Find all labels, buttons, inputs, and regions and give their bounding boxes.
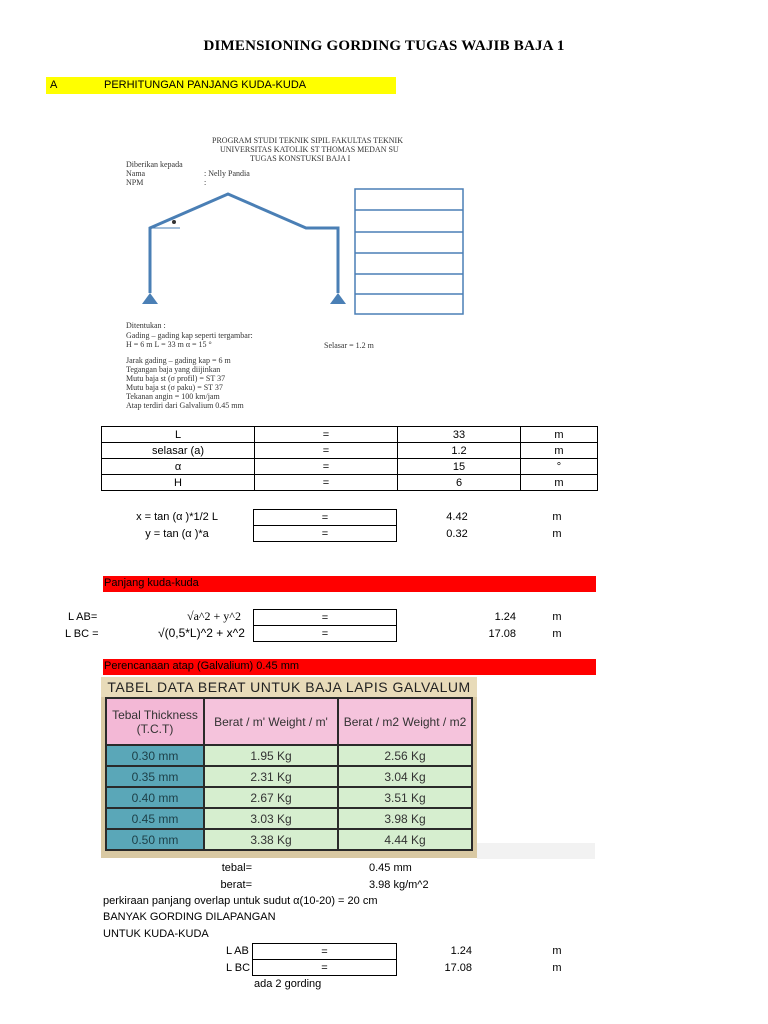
scan-line: Atap terdiri dari Galvalium 0.45 mm	[126, 401, 244, 410]
table-row	[106, 808, 472, 829]
galv-cell: 0.50 mm	[106, 829, 204, 850]
param-eq: =	[255, 475, 398, 491]
scan-given: Diberikan kepada	[126, 160, 183, 169]
atap-header	[103, 659, 596, 675]
panjang-header-label: Panjang kuda-kuda	[104, 577, 199, 589]
scan-header-3: TUGAS KONSTUKSI BAJA I	[250, 154, 351, 163]
galv-cell: 0.45 mm	[106, 808, 204, 829]
berat-label: berat=	[220, 879, 252, 891]
table-row	[106, 698, 472, 745]
lab-formula: √a^2 + y^2	[187, 609, 241, 623]
lbc-value: 17.08	[488, 628, 516, 640]
table-row	[106, 766, 472, 787]
scan-nama-value: : Nelly Pandia	[204, 169, 250, 178]
gording-lab-label: L AB	[226, 945, 249, 957]
param-value: 1.2	[398, 443, 521, 459]
param-name: α	[102, 459, 255, 475]
overlap-text: perkiraan panjang overlap untuk sudut α(10-20) = 20 cm	[103, 895, 378, 907]
scan-line: Tegangan baja yang diijinkan	[126, 365, 221, 374]
param-unit: °	[521, 459, 598, 475]
atap-header-label: Perencanaan atap (Galvalium) 0.45 mm	[104, 660, 300, 672]
param-name: H	[102, 475, 255, 491]
tebal-value: 0.45 mm	[369, 862, 412, 874]
lab-label: L AB=	[68, 611, 98, 623]
galv-cell: 2.67 Kg	[204, 787, 338, 808]
section-label: PERHITUNGAN PANJANG KUDA-KUDA	[104, 79, 307, 91]
table-row	[102, 475, 598, 491]
gording-lbc-label: L BC	[226, 962, 251, 974]
table-row	[102, 459, 598, 475]
galv-head: Berat / m' Weight / m'	[204, 698, 338, 745]
table-row	[106, 787, 472, 808]
galv-cell: 3.98 Kg	[338, 808, 472, 829]
scan-nama-label: Nama	[126, 169, 146, 178]
galv-cell: 2.31 Kg	[204, 766, 338, 787]
galv-cell: 4.44 Kg	[338, 829, 472, 850]
param-unit: m	[521, 475, 598, 491]
param-value: 33	[398, 427, 521, 443]
banyak-gording-text: BANYAK GORDING DILAPANGAN	[103, 911, 276, 923]
support-right-icon	[330, 293, 346, 304]
param-name: L	[102, 427, 255, 443]
panjang-header	[103, 576, 596, 592]
gording-eq-cells	[252, 943, 397, 976]
panjang-eq-cells	[253, 609, 397, 642]
param-name: selasar (a)	[102, 443, 255, 459]
gording-lbc-unit: m	[552, 962, 562, 974]
table-row	[102, 427, 598, 443]
param-unit: m	[521, 443, 598, 459]
page-title: DIMENSIONING GORDING TUGAS WAJIB BAJA 1	[203, 38, 565, 54]
angle-marker	[172, 220, 176, 224]
y-eq: =	[254, 526, 397, 542]
lbc-eq: =	[254, 626, 397, 642]
galv-cell: 3.03 Kg	[204, 808, 338, 829]
galv-cell: 0.30 mm	[106, 745, 204, 766]
table-row	[102, 443, 598, 459]
scan-ditentukan: Ditentukan :	[126, 321, 166, 330]
scan-header-1: PROGRAM STUDI TEKNIK SIPIL FAKULTAS TEKNIK	[212, 136, 403, 145]
param-unit: m	[521, 427, 598, 443]
parameter-table	[101, 426, 598, 491]
berat-value: 3.98 kg/m^2	[369, 879, 429, 891]
scan-line: Mutu baja st (σ paku) = ST 37	[126, 383, 223, 392]
scan-npm-value: :	[204, 178, 207, 187]
lab-value: 1.24	[494, 611, 516, 623]
table-row	[106, 829, 472, 850]
ada-gording-text: ada 2 gording	[254, 978, 322, 990]
scan-selasar: Selasar = 1.2 m	[324, 341, 374, 350]
gording-lbc-eq: =	[253, 960, 397, 976]
x-eq: =	[254, 510, 397, 526]
y-label: y = tan (α )*a	[145, 528, 209, 540]
gording-lab-unit: m	[552, 945, 562, 957]
galv-cell: 2.56 Kg	[338, 745, 472, 766]
scan-line: Mutu baja st (σ profil) = ST 37	[126, 374, 226, 383]
gording-lab-value: 1.24	[450, 945, 472, 957]
untuk-kuda-text: UNTUK KUDA-KUDA	[103, 928, 209, 940]
galv-cell: 3.38 Kg	[204, 829, 338, 850]
galvalum-table-image	[101, 677, 477, 858]
scan-line: Tekanan angin = 100 km/jam	[126, 392, 220, 401]
frame-diagram	[120, 186, 476, 316]
portal-frame-line	[150, 194, 338, 293]
x-label: x = tan (α )*1/2 L	[136, 511, 218, 523]
param-eq: =	[255, 443, 398, 459]
param-value: 15	[398, 459, 521, 475]
param-eq: =	[255, 427, 398, 443]
lbc-label: L BC =	[65, 628, 99, 640]
galv-cell: 3.04 Kg	[338, 766, 472, 787]
table-row	[106, 745, 472, 766]
gording-lbc-value: 17.08	[444, 962, 472, 974]
section-a-header	[46, 77, 396, 94]
galv-cell: 1.95 Kg	[204, 745, 338, 766]
y-value: 0.32	[446, 528, 468, 540]
y-unit: m	[552, 528, 562, 540]
gording-lab-eq: =	[253, 944, 397, 960]
shaded-cell	[477, 843, 595, 859]
support-left-icon	[142, 293, 158, 304]
scan-gading: Gading – gading kap seperti tergambar:	[126, 331, 253, 340]
scan-dims: H = 6 m L = 33 m α = 15 °	[126, 340, 212, 349]
x-value: 4.42	[446, 511, 468, 523]
galv-cell: 3.51 Kg	[338, 787, 472, 808]
lab-eq: =	[254, 610, 397, 626]
galvalum-table	[105, 697, 473, 851]
tebal-label: tebal=	[221, 862, 252, 874]
assignment-scan-image	[120, 128, 476, 418]
galv-head: Tebal Thickness (T.C.T)	[106, 698, 204, 745]
scan-header-2: UNIVERSITAS KATOLIK ST THOMAS MEDAN SU	[220, 145, 399, 154]
param-value: 6	[398, 475, 521, 491]
section-letter: A	[50, 79, 58, 91]
lab-unit: m	[552, 611, 562, 623]
scan-line: Jarak gading – gading kap = 6 m	[126, 356, 231, 365]
plan-view	[355, 189, 463, 314]
scan-npm-label: NPM	[126, 178, 144, 187]
x-cell	[253, 509, 397, 542]
galv-cell: 0.40 mm	[106, 787, 204, 808]
galv-head: Berat / m2 Weight / m2	[338, 698, 472, 745]
lbc-unit: m	[552, 628, 562, 640]
galv-cell: 0.35 mm	[106, 766, 204, 787]
x-unit: m	[552, 511, 562, 523]
lbc-formula: √(0,5*L)^2 + x^2	[158, 626, 245, 640]
galvalum-table-title: TABEL DATA BERAT UNTUK BAJA LAPIS GALVALUM	[101, 677, 477, 697]
param-eq: =	[255, 459, 398, 475]
